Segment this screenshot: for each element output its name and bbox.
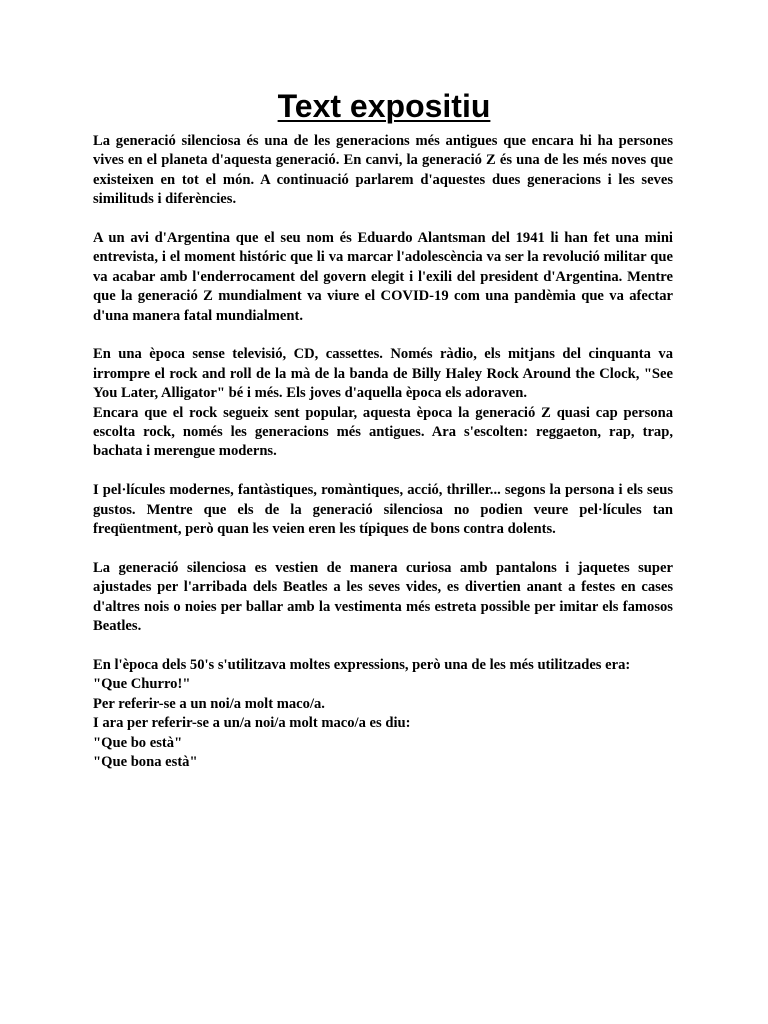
paragraph-films: I pel·lícules modernes, fantàstiques, romàntiques, acció, thriller... segons la persona i els seus gustos. Mentre que els de la generació silenciosa no podien veure pel·lícules tan freqüentment, però quan les veien eren les típiques de bons contra dolents.	[93, 482, 673, 538]
expression-quote-new-2: "Que bona està"	[93, 753, 198, 770]
paragraph-music-present: Encara que el rock segueix sent popular, aquesta època la generació Z quasi cap persona escolta rock, només les generacions més antigues. Ara s'escolten: reggaeton, rap, trap, bachata i merengue moderns.	[93, 404, 673, 460]
document-body	[93, 132, 673, 772]
document-title-text: Text expositiu	[277, 88, 491, 124]
expression-quote-old: "Que Churro!"	[93, 676, 191, 693]
expression-intro-new: I ara per referir-se a un/a noi/a molt maco/a es diu:	[93, 715, 411, 732]
expression-quote-new-1: "Que bo està"	[93, 734, 183, 751]
paragraph-fashion: La generació silenciosa es vestien de manera curiosa amb pantalons i jaquetes super ajustades per l'arribada dels Beatles a les seves vides, es divertien anant a festes en cases d'altres nois o noies per ballar amb la vestimenta més estreta possible per imitar els famosos Beatles.	[93, 559, 673, 635]
document-title	[0, 86, 768, 126]
paragraph-music-past: En una època sense televisió, CD, cassettes. Només ràdio, els mitjans del cinquanta va irrompre el rock and roll de la mà de la banda de Billy Haley Rock Around the Clock, "See You Later, Alligator" bé i més. Els joves d'aquella època els adoraven.	[93, 346, 673, 402]
expression-meaning-old: Per referir-se a un noi/a molt maco/a.	[93, 695, 325, 712]
expressions-section	[93, 656, 673, 772]
paragraph-historic-moment: A un avi d'Argentina que el seu nom és Eduardo Alantsman del 1941 li han fet una mini entrevista, i el moment históric que li va marcar l'adolescència va ser la revolució militar que va acabar amb l'enderrocament del govern elegit i l'exili del president d'Argentina. Mentre que la generació Z mundialment va viure el COVID-19 com una pandèmia que va afectar d'una manera fatal mundialment.	[93, 230, 673, 324]
expressions-intro-line: En l'època dels 50's s'utilitzava moltes expressions, però una de les més utilitzades era:	[93, 656, 631, 673]
paragraph-intro: La generació silenciosa és una de les generacions més antigues que encara hi ha persones vives en el planeta d'aquesta generació. En canvi, la generació Z és una de les més noves que existeixen en tot el món. A continuació parlarem d'aquestes dues generacions i les seves similituds i diferències.	[93, 133, 673, 208]
